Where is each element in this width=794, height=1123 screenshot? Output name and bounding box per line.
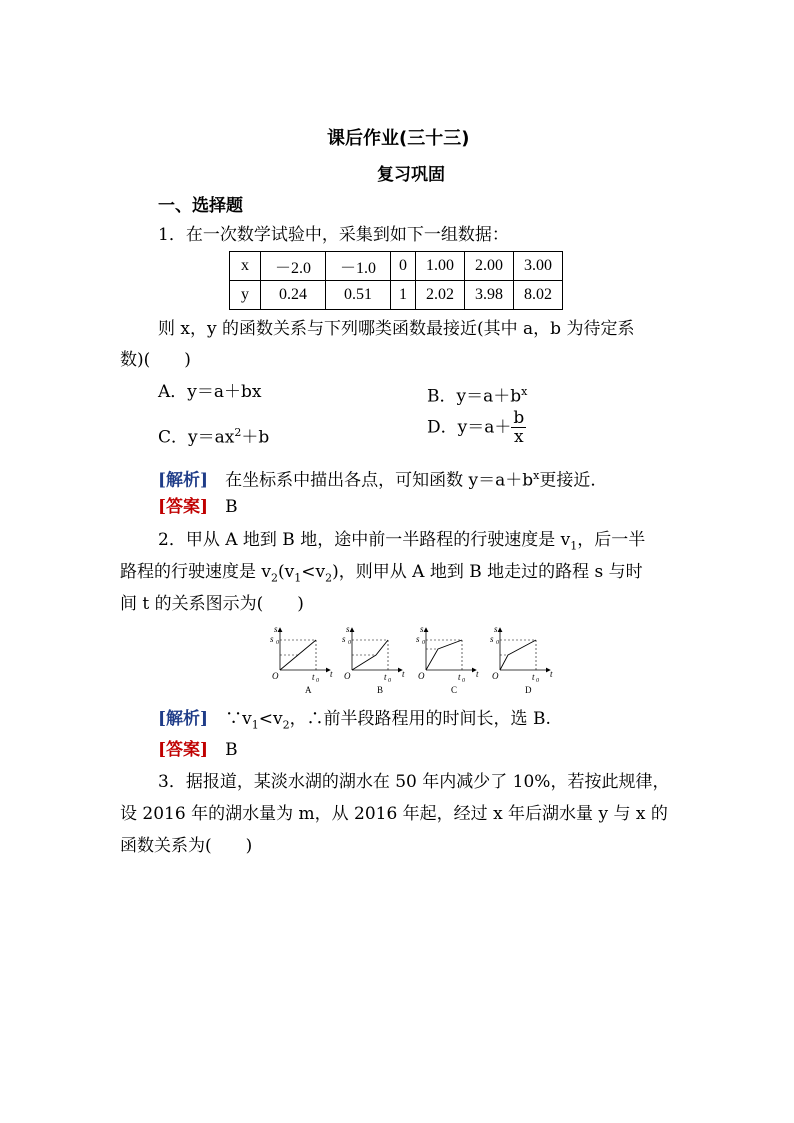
table-cell: 3.98 (465, 281, 514, 310)
svg-text:O: O (344, 671, 351, 681)
graph-d (490, 624, 553, 695)
page-subtitle: 复习巩固 (377, 165, 445, 185)
q1-prompt-line1: 则 x，y 的函数关系与下列哪类函数最接近(其中 a，b 为待定系 (158, 319, 635, 339)
table-cell: 0 (391, 252, 416, 281)
q1-analysis: [解析] 在坐标系中描出各点，可知函数 $y=a+b^x$更接近． (158, 469, 608, 491)
svg-text:0: 0 (536, 678, 539, 684)
svg-text:s: s (346, 624, 350, 634)
table-cell: 3.00 (514, 252, 563, 281)
table-cell: 2.00 (465, 252, 514, 281)
svg-text:s: s (270, 634, 274, 644)
q2-line2: 路程的行驶速度是 $v_2(v_1<v_2)$，则甲从 A 地到 B 地走过的路程 s 与时 (120, 562, 643, 585)
table-cell: 0.24 (261, 281, 326, 310)
q1-option-d: D．y＝a＋ $\frac{b}{x}$ (427, 408, 525, 447)
q3-line3: 函数关系为( ) (120, 836, 253, 856)
graph-label: B (377, 685, 384, 695)
answer-label: [答案] (158, 740, 209, 760)
svg-text:s: s (420, 624, 424, 634)
svg-text:s: s (416, 634, 420, 644)
svg-text:0: 0 (316, 678, 319, 684)
q2-line1: 2．甲从 A 地到 B 地，途中前一半路程的行驶速度是 $v_1$，后一半 (158, 530, 646, 553)
svg-text:0: 0 (422, 640, 425, 646)
q1-stem: 1．在一次数学试验中，采集到如下一组数据： (158, 225, 509, 245)
q1-option-a: A．y＝a＋bx (158, 382, 262, 402)
q3-line1: 3．据报道，某淡水湖的湖水在 50 年内减少了 10%，若按此规律， (158, 772, 670, 792)
svg-text:O: O (492, 671, 499, 681)
svg-text:t: t (402, 669, 405, 679)
q1-option-c: C．$y=ax^2+b$ (158, 426, 270, 448)
q2-graphs (268, 625, 568, 695)
q2-line3: 间 t 的关系图示为( ) (120, 594, 304, 614)
section-heading: 一、选择题 (158, 196, 243, 216)
svg-text:s: s (490, 634, 494, 644)
graph-label: D (525, 685, 532, 695)
svg-text:0: 0 (388, 678, 391, 684)
graph-c (416, 624, 479, 695)
table-cell: 1 (391, 281, 416, 310)
svg-text:t: t (384, 672, 387, 682)
svg-text:t: t (312, 672, 315, 682)
svg-text:0: 0 (348, 640, 351, 646)
table-cell: 2.02 (416, 281, 465, 310)
answer-label: [答案] (158, 497, 209, 517)
graph-origin: O (272, 671, 279, 681)
q1-prompt-line2: 数)( ) (120, 350, 191, 370)
svg-text:t: t (550, 669, 553, 679)
graph-a (270, 624, 333, 695)
svg-text:0: 0 (496, 640, 499, 646)
graph-axis-s: s (274, 624, 278, 634)
svg-text:O: O (418, 671, 425, 681)
table-cell: 8.02 (514, 281, 563, 310)
analysis-label: [解析] (158, 470, 209, 491)
svg-text:s: s (342, 634, 346, 644)
graph-label: C (451, 685, 458, 695)
table-cell: y (230, 281, 261, 310)
graph-b (342, 624, 405, 695)
q2-answer: [答案] B (158, 740, 238, 760)
graph-label: A (305, 685, 312, 695)
table-cell: －1.0 (326, 252, 391, 281)
svg-text:0: 0 (276, 640, 279, 646)
q3-line2: 设 2016 年的湖水量为 m，从 2016 年起，经过 x 年后湖水量 y 与 x 的 (120, 804, 668, 824)
table-cell: 0.51 (326, 281, 391, 310)
q1-option-b: B．$y=a+b^x$ (427, 385, 528, 407)
analysis-label: [解析] (158, 709, 209, 729)
table-row (230, 252, 563, 281)
table-cell: x (230, 252, 261, 281)
q2-analysis: [解析] $\because v_1<v_2$，∴前半段路程用的时间长，选 B. (158, 709, 551, 732)
svg-text:t: t (476, 669, 479, 679)
svg-text:0: 0 (462, 678, 465, 684)
table-row (230, 281, 563, 310)
graph-axis-t: t (330, 669, 333, 679)
q2-graphs-svg (268, 625, 568, 695)
svg-text:t: t (458, 672, 461, 682)
svg-text:t: t (532, 672, 535, 682)
svg-text:s: s (494, 624, 498, 634)
page-title: 课后作业(三十三) (327, 128, 470, 149)
table-cell: －2.0 (261, 252, 326, 281)
q1-answer: [答案] B (158, 497, 238, 517)
q1-data-table (229, 251, 563, 310)
table-cell: 1.00 (416, 252, 465, 281)
